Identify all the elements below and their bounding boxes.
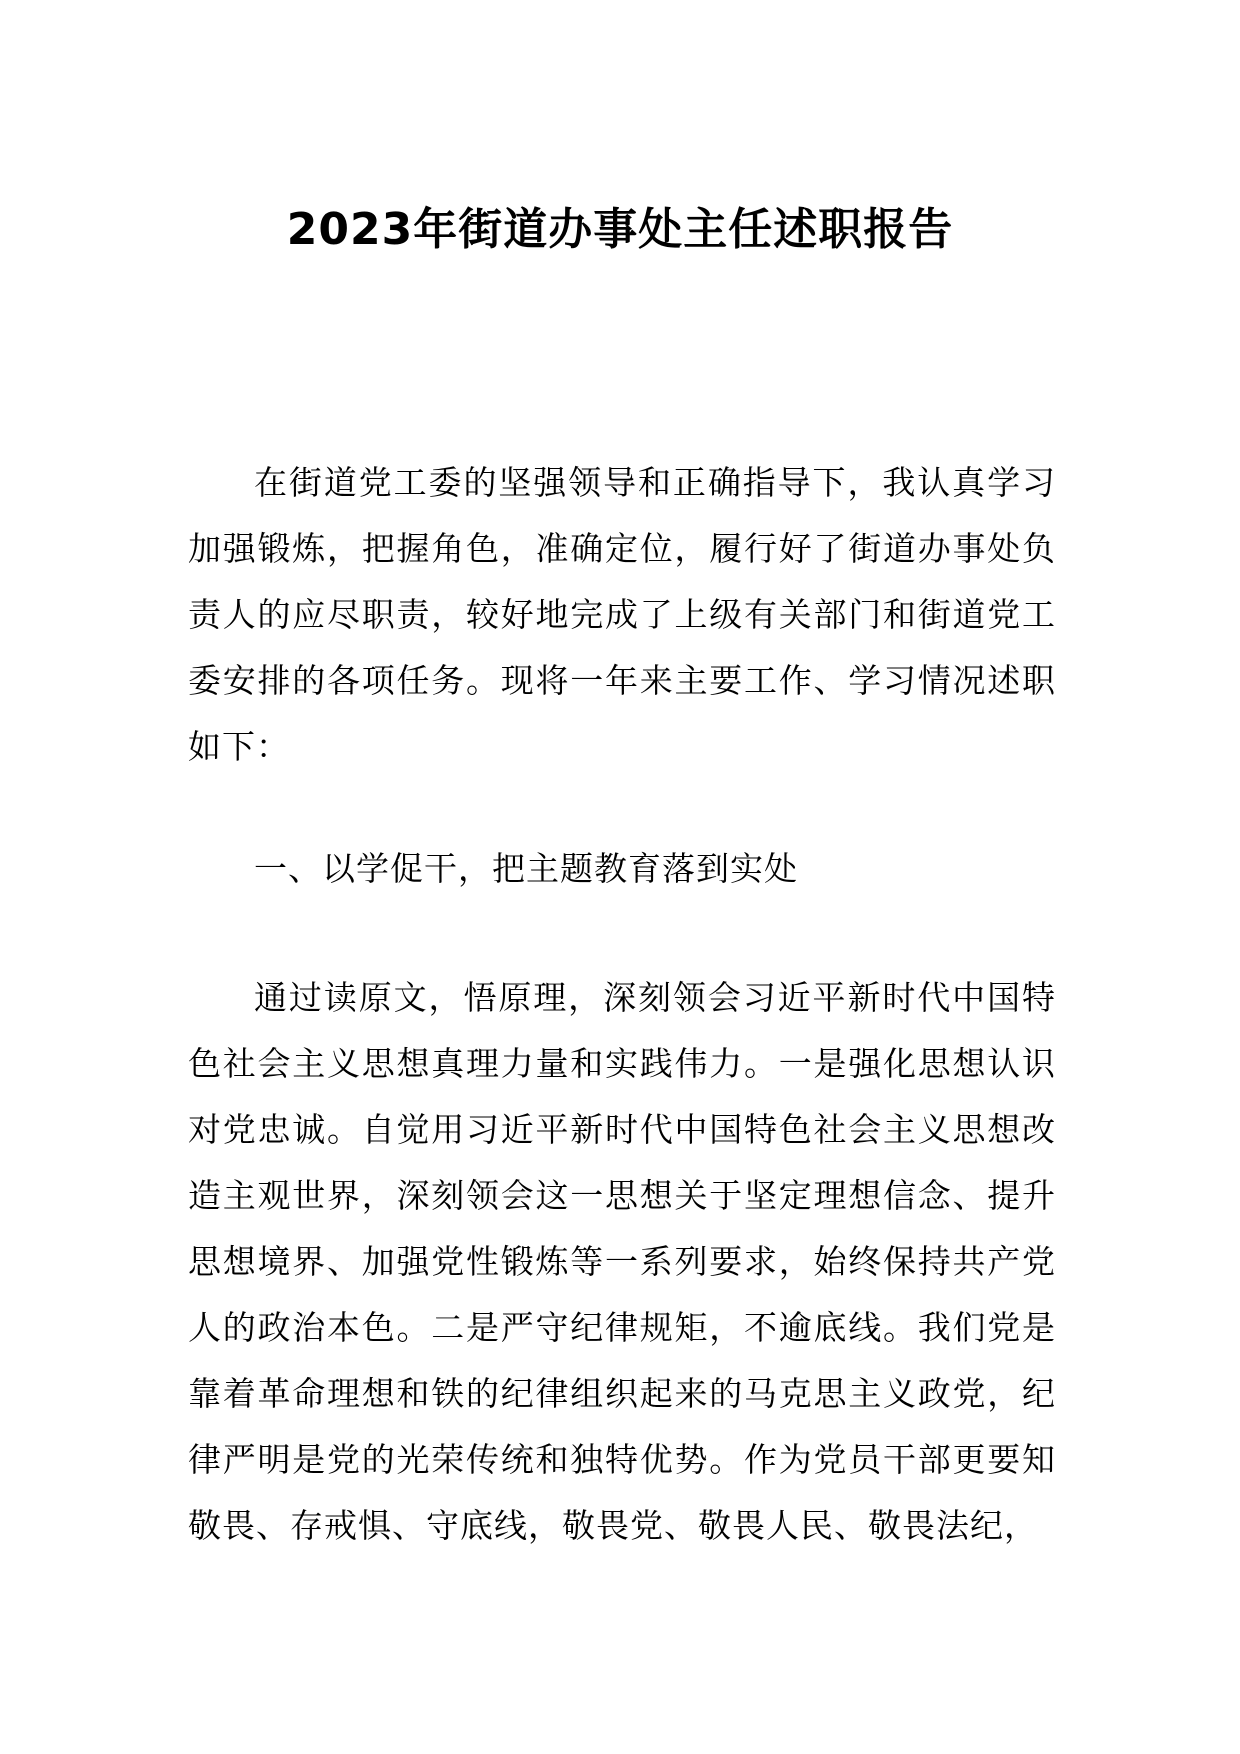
intro-paragraph: 在街道党工委的坚强领导和正确指导下，我认真学习加强锻炼，把握角色，准确定位，履行好了街道办事处负责人的应尽职责，较好地完成了上级有关部门和街道党工委安排的各项任务。现将一年来主要工作、学习情况述职如下： (188, 463, 1056, 766)
section-heading: 一、以学促干，把主题教育落到实处 (254, 849, 798, 888)
document-title: 2023年街道办事处主任述职报告 (286, 204, 954, 255)
section-paragraph: 通过读原文，悟原理，深刻领会习近平新时代中国特色社会主义思想真理力量和实践伟力。一是强化思想认识对党忠诚。自觉用习近平新时代中国特色社会主义思想改造主观世界，深刻领会这一思想关于坚定理想信念、提升思想境界、加强党性锻炼等一系列要求，始终保持共产党人的政治本色。二是严守纪律规矩，不逾底线。我们党是靠着革命理想和铁的纪律组织起来的马克思主义政党，纪律严明是党的光荣传统和独特优势。作为党员干部更要知敬畏、存戒惧、守底线，敬畏党、敬畏人民、敬畏法纪， (188, 978, 1056, 1545)
